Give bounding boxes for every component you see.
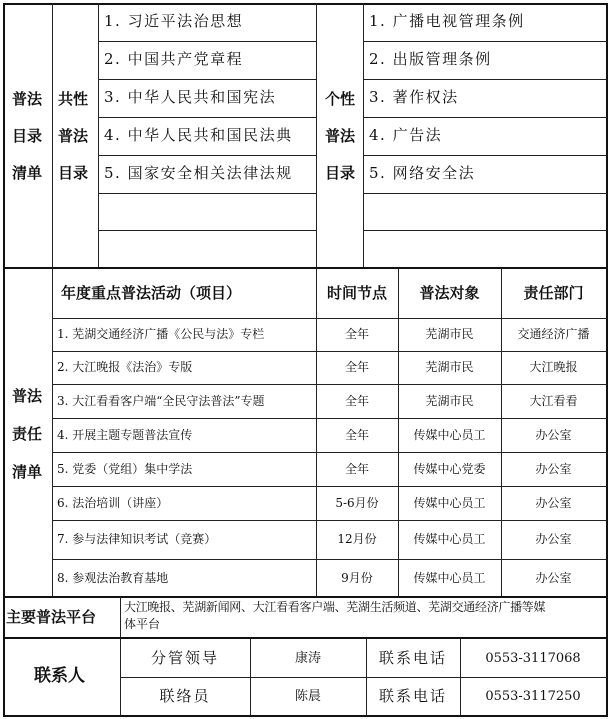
target-cell: 传媒中心党委 — [413, 462, 486, 476]
platform-text: 大江晚报、芜湖新闻网、大江看看客户端、芜湖生活频道、芜湖交通经济广播等媒 — [124, 600, 546, 614]
time-cell: 12月份 — [337, 532, 377, 546]
target-cell: 芜湖市民 — [425, 360, 474, 374]
column-header: 年度重点普法活动（项目） — [61, 284, 242, 302]
time-cell: 全年 — [344, 360, 369, 374]
specific-list-item: 4. 广告法 — [369, 126, 443, 144]
target-cell: 传媒中心员工 — [413, 496, 486, 510]
target-cell: 传媒中心员工 — [413, 571, 486, 585]
specific-list-item: 2. 出版管理条例 — [369, 50, 492, 68]
common-list-item: 5. 国家安全相关法律法规 — [104, 164, 293, 182]
contact-role: 分管领导 — [150, 649, 219, 667]
activity-cell: 3. 大江看看客户端“全民守法普法”专题 — [57, 394, 265, 408]
common-list-item: 4. 中华人民共和国民法典 — [104, 126, 293, 144]
specific-list-item: 5. 网络安全法 — [369, 164, 476, 182]
activity-cell: 8. 参观法治教育基地 — [57, 571, 169, 585]
column-header: 责任部门 — [523, 284, 584, 302]
time-cell: 全年 — [344, 394, 369, 408]
common-list-item: 1. 习近平法治思想 — [104, 12, 244, 30]
column-header: 普法对象 — [419, 284, 480, 302]
activity-cell: 5. 党委（党组）集中学法 — [57, 462, 193, 476]
activity-cell: 7. 参与法律知识考试（竞赛） — [57, 532, 217, 546]
target-cell: 芜湖市民 — [425, 327, 474, 341]
time-cell: 全年 — [344, 327, 369, 341]
phone-number: 0553-3117250 — [485, 689, 581, 704]
platform-text: 体平台 — [124, 617, 161, 631]
specific-label: 目录 — [325, 164, 356, 182]
activity-cell: 4. 开展主题专题普法宣传 — [57, 428, 193, 442]
dept-cell: 办公室 — [535, 428, 572, 442]
activity-cell: 2. 大江晚报《法治》专版 — [57, 360, 193, 374]
contact-label: 联系人 — [34, 666, 85, 686]
dept-cell: 大江看看 — [529, 394, 578, 408]
target-cell: 传媒中心员工 — [413, 532, 486, 546]
activity-cell: 6. 法治培训（讲座） — [57, 496, 169, 510]
specific-label: 个性 — [325, 90, 356, 108]
common-list-item: 3. 中华人民共和国宪法 — [104, 88, 277, 106]
platform-label: 主要普法平台 — [6, 608, 97, 626]
common-label: 共性 — [58, 90, 89, 108]
time-cell: 9月份 — [341, 571, 373, 585]
section-label-responsibility: 普法 — [12, 387, 43, 405]
dept-cell: 交通经济广播 — [517, 327, 590, 341]
section-label-directory: 普法 — [12, 90, 43, 108]
dept-cell: 办公室 — [535, 496, 572, 510]
target-cell: 芜湖市民 — [425, 394, 474, 408]
specific-list-item: 3. 著作权法 — [369, 88, 459, 106]
contact-name: 康涛 — [294, 651, 321, 666]
specific-list-item: 1. 广播电视管理条例 — [369, 12, 525, 30]
dept-cell: 大江晚报 — [529, 360, 578, 374]
section-label-directory: 清单 — [12, 164, 43, 182]
section-label-responsibility: 责任 — [12, 425, 43, 443]
dept-cell: 办公室 — [535, 571, 572, 585]
specific-label: 普法 — [325, 127, 356, 145]
phone-label: 联系电话 — [378, 649, 447, 667]
dept-cell: 办公室 — [535, 462, 572, 476]
section-label-responsibility: 清单 — [12, 463, 43, 481]
contact-name: 陈晨 — [294, 689, 321, 704]
phone-number: 0553-3117068 — [485, 651, 581, 666]
activity-cell: 1. 芜湖交通经济广播《公民与法》专栏 — [57, 327, 265, 341]
common-list-item: 2. 中国共产党章程 — [104, 50, 244, 68]
dept-cell: 办公室 — [535, 532, 572, 546]
phone-label: 联系电话 — [378, 687, 447, 705]
section-label-directory: 目录 — [12, 127, 43, 145]
common-label: 目录 — [58, 164, 89, 182]
time-cell: 全年 — [344, 428, 369, 442]
column-header: 时间节点 — [326, 284, 387, 302]
time-cell: 5-6月份 — [335, 496, 379, 510]
contact-role: 联络员 — [159, 687, 211, 705]
time-cell: 全年 — [344, 462, 369, 476]
common-label: 普法 — [58, 127, 89, 145]
target-cell: 传媒中心员工 — [413, 428, 486, 442]
